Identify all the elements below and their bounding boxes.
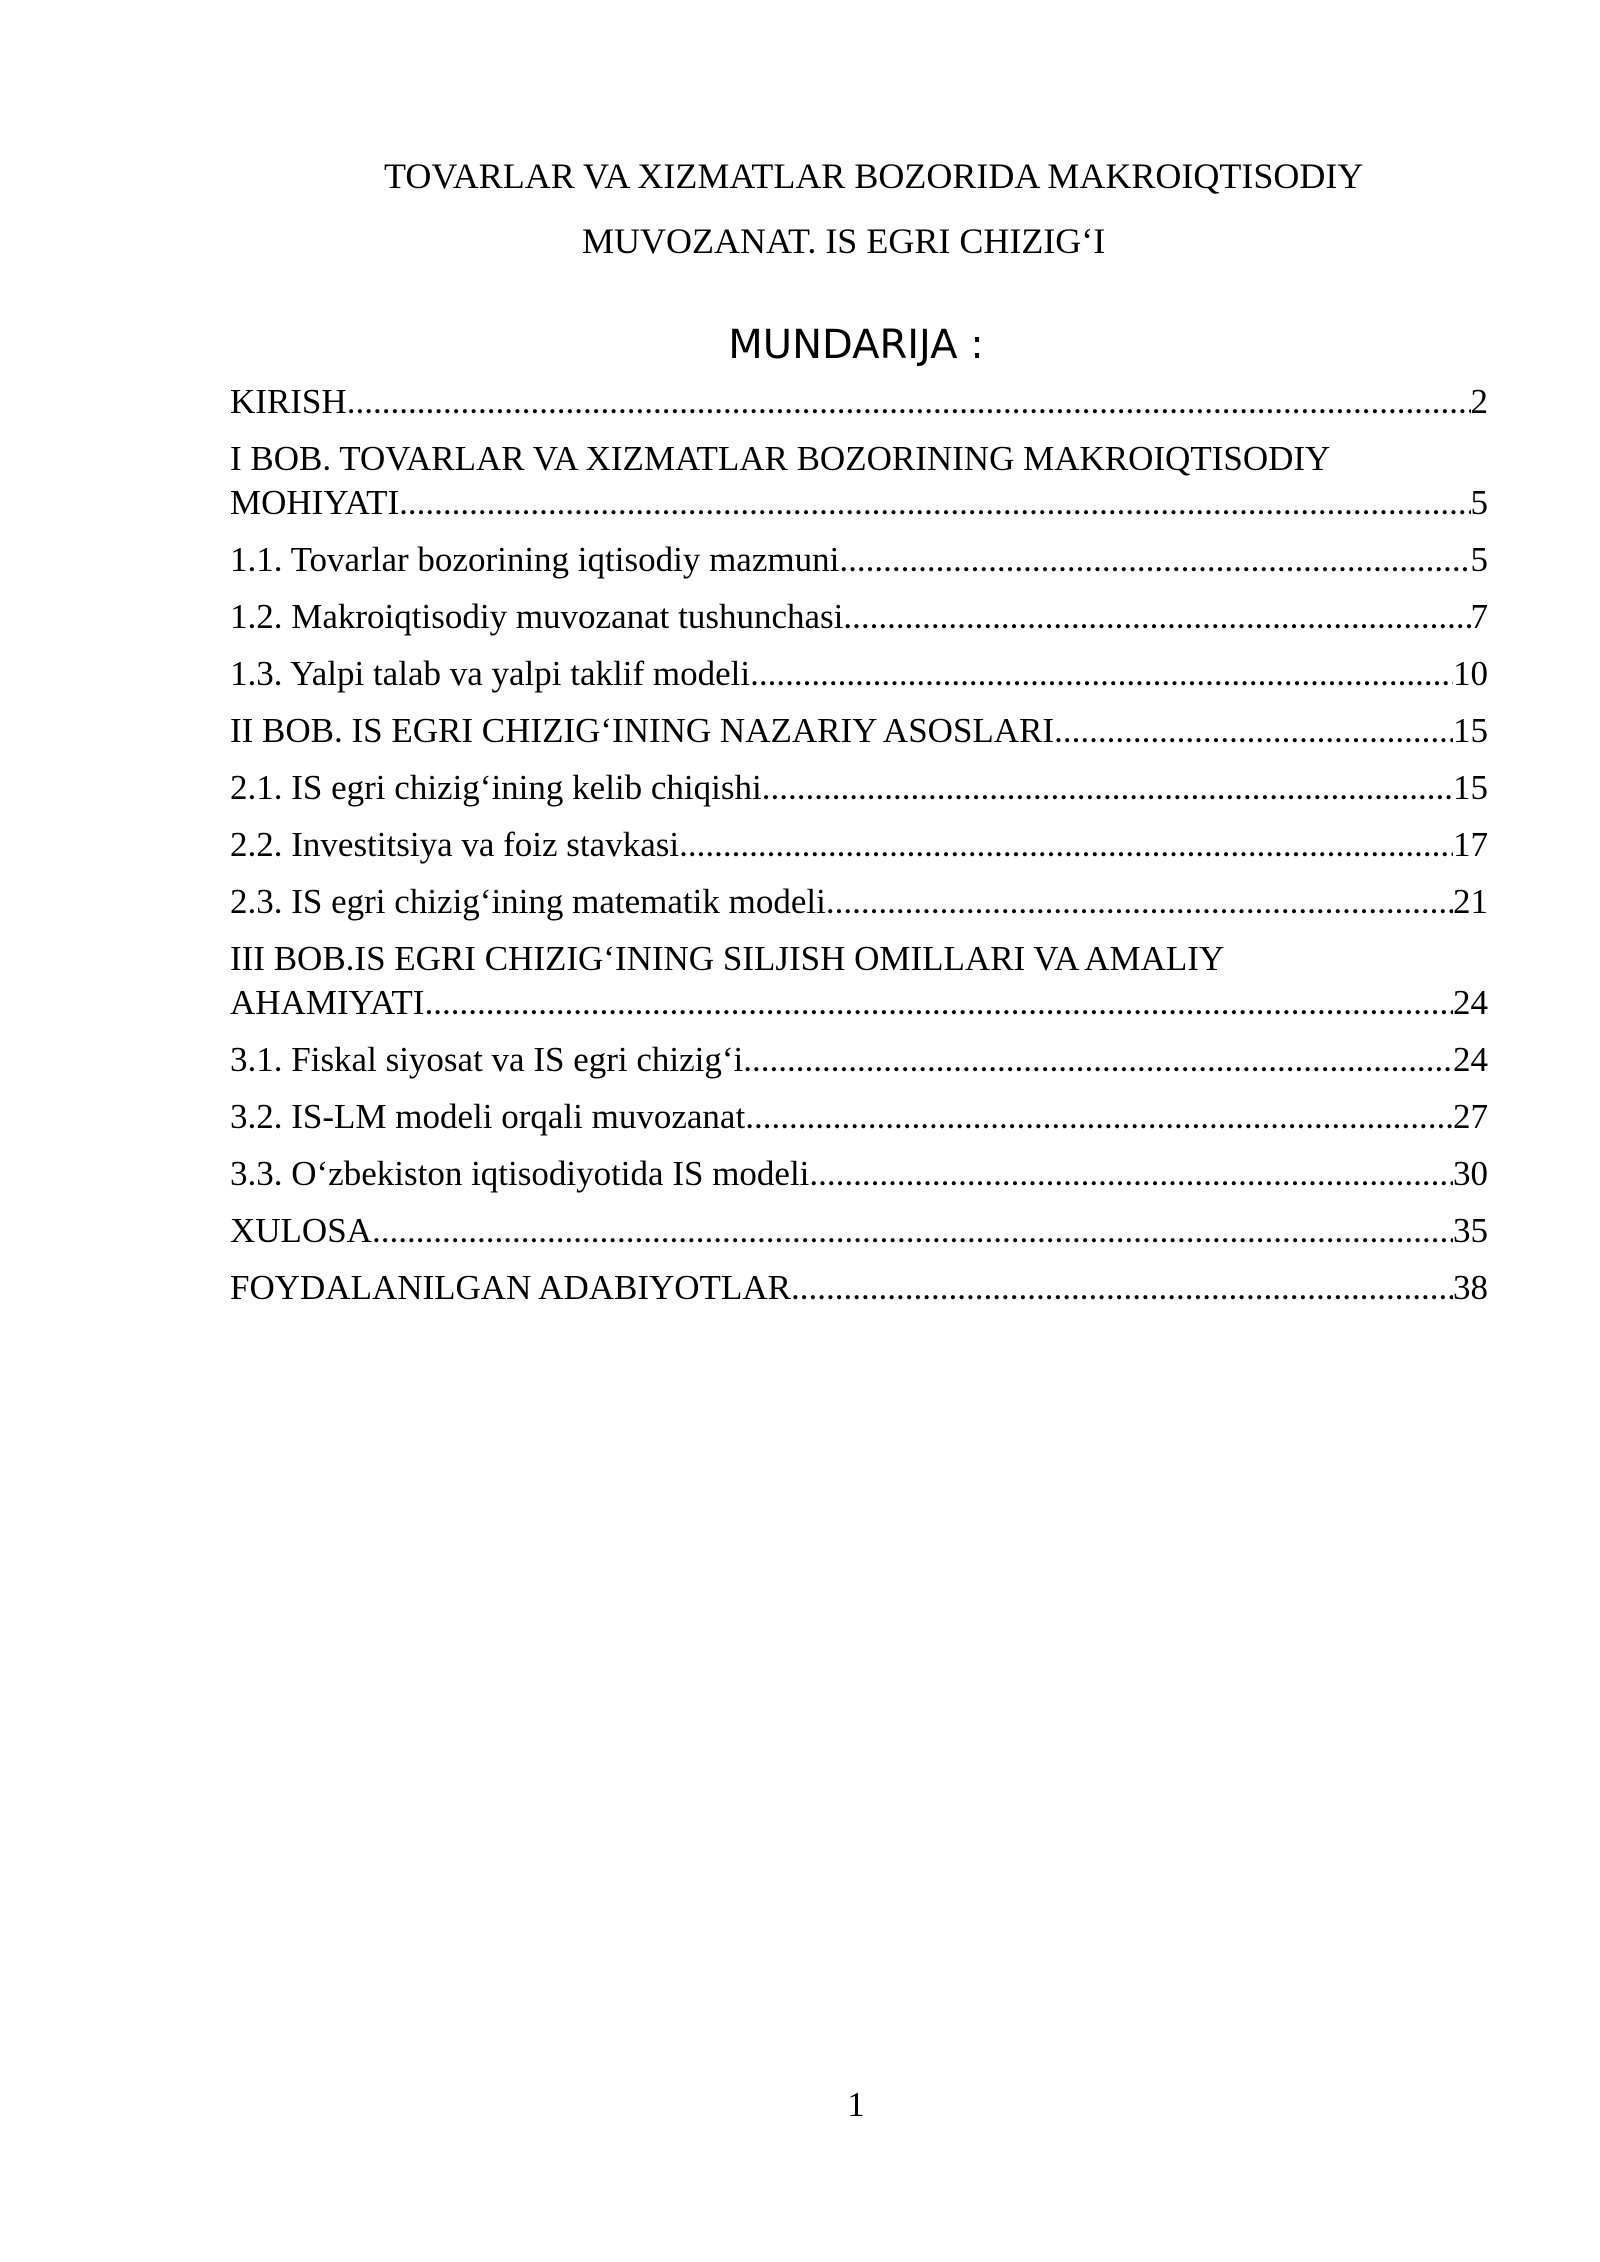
toc-entry-label: XULOSA — [230, 1211, 372, 1250]
toc-entry-row — [230, 823, 1488, 867]
toc-entry-label: MOHIYATI — [230, 483, 400, 522]
toc-dot-leader — [399, 481, 1470, 525]
toc-entry — [230, 937, 1488, 1025]
toc-heading: MUNDARIJA : — [728, 322, 984, 368]
toc-entry-row — [230, 538, 1488, 582]
toc-dot-leader — [743, 1038, 1453, 1082]
toc-entry-page-number: 15 — [1453, 711, 1488, 750]
toc-dot-leader — [372, 1209, 1453, 1253]
toc-dot-leader — [424, 981, 1453, 1025]
toc-entry — [230, 1038, 1488, 1082]
toc-entry-page-number: 5 — [1470, 540, 1488, 579]
document-title-line-2: MUVOZANAT. IS EGRI CHIZIG‘I — [582, 221, 1106, 261]
toc-entry-row — [230, 880, 1488, 924]
toc-dot-leader — [1054, 709, 1453, 753]
toc-entry-row — [230, 766, 1488, 810]
toc-dot-leader — [750, 652, 1453, 696]
toc-entry-row — [230, 481, 1488, 525]
toc-entry — [230, 1209, 1488, 1253]
toc-entry — [230, 595, 1488, 639]
toc-entry-label: 1.1. Tovarlar bozorining iqtisodiy mazmuni — [230, 540, 840, 579]
page-number: 1 — [847, 2085, 865, 2124]
toc-entry-page-number: 5 — [1470, 483, 1488, 522]
toc-entry — [230, 880, 1488, 924]
toc-dot-leader — [826, 880, 1453, 924]
toc-entry-page-number: 27 — [1453, 1097, 1488, 1136]
toc-entry-page-number: 24 — [1453, 983, 1488, 1022]
toc-entry-row — [230, 1038, 1488, 1082]
toc-entry-page-number: 21 — [1453, 882, 1488, 921]
toc-dot-leader — [809, 1152, 1453, 1196]
toc-entry-title-line: III BOB.IS EGRI CHIZIG‘INING SILJISH OMILLARI VA AMALIY — [230, 939, 1225, 978]
toc-entry-label: AHAMIYATI — [230, 983, 425, 1022]
toc-entry-page-number: 17 — [1453, 825, 1488, 864]
toc-entry-row — [230, 1095, 1488, 1139]
toc-entry — [230, 538, 1488, 582]
toc-entry — [230, 766, 1488, 810]
toc-entry-label: 2.2. Investitsiya va foiz stavkasi — [230, 825, 680, 864]
toc-entry-row — [230, 709, 1488, 753]
toc-dot-leader — [762, 766, 1453, 810]
toc-dot-leader — [679, 823, 1453, 867]
toc-entry-page-number: 7 — [1470, 597, 1488, 636]
toc-entry-row — [230, 981, 1488, 1025]
toc-entry-title-line: I BOB. TOVARLAR VA XIZMATLAR BOZORINING MAKROIQTISODIY — [230, 439, 1331, 478]
toc-entry-row — [230, 380, 1488, 424]
toc-entry-label: 2.3. IS egri chizig‘ining matematik modeli — [230, 882, 826, 921]
toc-entry-row — [230, 595, 1488, 639]
toc-entry — [230, 380, 1488, 424]
toc-entry-page-number: 2 — [1470, 382, 1488, 421]
toc-entry-label: KIRISH — [230, 382, 347, 421]
toc-entry-label: FOYDALANILGAN ADABIYOTLAR — [230, 1268, 791, 1307]
toc-entry-label: 3.2. IS-LM modeli orqali muvozanat — [230, 1097, 746, 1136]
toc-entry-label: 3.3. O‘zbekiston iqtisodiyotida IS modeli — [230, 1154, 810, 1193]
toc-entry-label: 1.3. Yalpi talab va yalpi taklif modeli — [230, 654, 751, 693]
toc-entry — [230, 437, 1488, 525]
toc-entry-row — [230, 652, 1488, 696]
toc-entry-page-number: 10 — [1453, 654, 1488, 693]
toc-entry — [230, 1095, 1488, 1139]
toc-entry-label: 3.1. Fiskal siyosat va IS egri chizig‘i — [230, 1040, 744, 1079]
toc-dot-leader — [839, 538, 1470, 582]
toc-entry-label: 1.2. Makroiqtisodiy muvozanat tushunchasi — [230, 597, 844, 636]
toc-entry-label: 2.1. IS egri chizig‘ining kelib chiqishi — [230, 768, 762, 807]
toc-dot-leader — [791, 1266, 1453, 1310]
toc-entry — [230, 709, 1488, 753]
toc-entry — [230, 1152, 1488, 1196]
toc-entry-page-number: 24 — [1453, 1040, 1488, 1079]
toc-entry-page-number: 15 — [1453, 768, 1488, 807]
toc-dot-leader — [745, 1095, 1453, 1139]
toc-dot-leader — [843, 595, 1470, 639]
toc-entry — [230, 823, 1488, 867]
toc-entry-page-number: 30 — [1453, 1154, 1488, 1193]
toc-entry-page-number: 35 — [1453, 1211, 1488, 1250]
document-title-line-1: TOVARLAR VA XIZMATLAR BOZORIDA MAKROIQTISODIY — [384, 156, 1364, 196]
toc-entry-row — [230, 1209, 1488, 1253]
toc-entry — [230, 1266, 1488, 1310]
toc-dot-leader — [347, 380, 1471, 424]
toc-entry-label: II BOB. IS EGRI CHIZIG‘INING NAZARIY ASOSLARI — [230, 711, 1055, 750]
toc-entry — [230, 652, 1488, 696]
toc-entry-row — [230, 1152, 1488, 1196]
toc-entry-page-number: 38 — [1453, 1268, 1488, 1307]
table-of-contents — [230, 380, 1488, 1310]
toc-entry-row — [230, 1266, 1488, 1310]
